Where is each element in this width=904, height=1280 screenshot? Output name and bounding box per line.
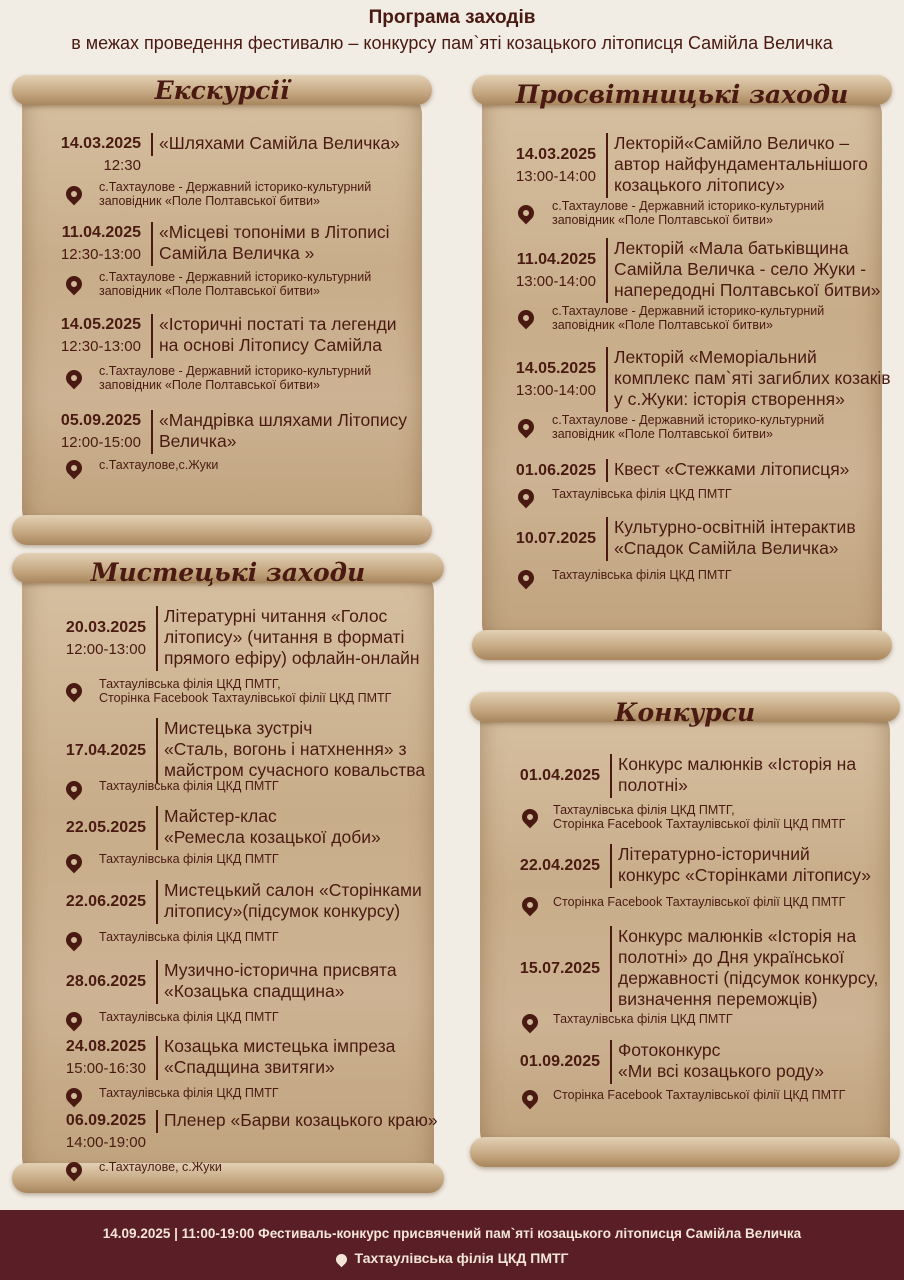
event-divider xyxy=(610,1040,612,1084)
event-divider xyxy=(156,806,158,850)
event-datetime xyxy=(66,1110,146,1154)
event-location-line: Тахтаулівська філія ЦКД ПМТГ, xyxy=(553,803,735,817)
event-title-line: козацького літопису» xyxy=(614,175,785,195)
event-location-line: с.Тахтаулове - Державний історико-культурний xyxy=(552,199,825,213)
event-date: 15.07.2025 xyxy=(519,960,600,977)
event-location-text xyxy=(99,1160,222,1174)
event-datetime xyxy=(66,740,146,762)
event-title-line: визначення переможців) xyxy=(618,989,818,1009)
event-title-line: «Козацька спадщина» xyxy=(164,981,345,1001)
event-location-text xyxy=(553,803,845,831)
section-title: Просвітницькі заходи xyxy=(515,80,849,109)
event-title-line: Конкурс малюнків «Історія на xyxy=(618,754,857,774)
event-date: 14.05.2025 xyxy=(60,316,141,333)
event-location-line: Сторінка Facebook Тахтаулівської філії ЦКД ПМТГ xyxy=(553,817,846,831)
event-location-text xyxy=(99,677,391,705)
festival-location: Тахтаулівська філія ЦКД ПМТГ xyxy=(354,1250,569,1266)
event-title-line: «Ремесла козацької доби» xyxy=(164,827,381,847)
event-location-text xyxy=(99,270,371,298)
event-title-line: Культурно-освітній інтерактив xyxy=(614,517,856,537)
event-date: 17.04.2025 xyxy=(65,741,146,759)
event-title xyxy=(614,517,856,559)
event-title-line: «Ми всі козацького роду» xyxy=(618,1061,824,1081)
section-title: Мистецькі заходи xyxy=(90,558,366,587)
event-location-line: Тахтаулівська філія ЦКД ПМТГ xyxy=(99,779,279,793)
event-datetime xyxy=(516,249,596,293)
event-title-line: Лекторій «Меморіальний xyxy=(614,347,817,367)
event-title-line: напередодні Полтавської битви» xyxy=(614,280,881,300)
event-date: 01.04.2025 xyxy=(519,767,600,784)
event-title xyxy=(164,1036,395,1078)
event-divider xyxy=(156,606,158,671)
event-datetime xyxy=(520,958,600,980)
event-datetime xyxy=(520,855,600,877)
event-date: 11.04.2025 xyxy=(516,250,596,268)
event-location-text xyxy=(552,199,824,227)
section-title: Конкурси xyxy=(614,698,756,727)
event-datetime xyxy=(520,1051,600,1073)
event-divider xyxy=(156,960,158,1004)
event-title-line: на основі Літопису Самійла xyxy=(159,335,382,355)
event-location-line: Тахтаулівська філія ЦКД ПМТГ xyxy=(99,1010,279,1024)
event-location-line: заповідник «Поле Полтавської битви» xyxy=(99,378,320,392)
event-location-text xyxy=(552,487,732,501)
event-title-line: літопису»(підсумок конкурсу) xyxy=(164,901,401,921)
event-divider xyxy=(156,880,158,924)
event-divider xyxy=(151,410,153,454)
event-time: 12:30-13:00 xyxy=(60,246,141,263)
page-title: Програма заходів xyxy=(368,7,536,28)
event-location-line: Сторінка Facebook Тахтаулівської філії ЦКД ПМТГ xyxy=(553,895,846,909)
event-datetime xyxy=(66,1036,146,1080)
event-datetime xyxy=(516,144,596,188)
event-date: 20.03.2025 xyxy=(65,618,146,636)
event-datetime xyxy=(61,314,141,358)
event-location-line: заповідник «Поле Полтавської битви» xyxy=(552,318,773,332)
event-title-line: Квест «Стежками літописця» xyxy=(614,459,850,479)
event-title-line: літопису» (читання в форматі xyxy=(164,627,405,647)
event-location-line: Тахтаулівська філія ЦКД ПМТГ xyxy=(553,1012,733,1026)
festival-date-line: 14.09.2025 | 11:00-19:00 Фестиваль-конкурс присвячений пам`яті козацького літописця Самійла Величка xyxy=(102,1226,802,1241)
event-location-line: Тахтаулівська філія ЦКД ПМТГ xyxy=(99,852,279,866)
event-title xyxy=(618,844,871,886)
event-datetime xyxy=(66,817,146,839)
event-title-line: «Спадок Самійла Величка» xyxy=(614,538,839,558)
event-time: 14:00-19:00 xyxy=(65,1134,146,1151)
event-location-line: Тахтаулівська філія ЦКД ПМТГ xyxy=(99,1086,279,1100)
event-title-line: прямого ефіру) офлайн-онлайн xyxy=(164,648,420,668)
event-title-line: «Сталь, вогонь і натхнення» з xyxy=(164,739,407,759)
event-title-line: «Шляхами Самійла Величка» xyxy=(159,133,400,153)
event-date: 14.03.2025 xyxy=(60,135,141,152)
event-date: 28.06.2025 xyxy=(65,973,146,990)
event-location-line: Тахтаулівська філія ЦКД ПМТГ xyxy=(99,930,279,944)
event-date: 22.05.2025 xyxy=(65,819,146,836)
event-location-line: заповідник «Поле Полтавської битви» xyxy=(99,284,320,298)
event-location-text xyxy=(99,364,371,392)
event-time: 12:30-13:00 xyxy=(60,338,141,355)
event-title-line: Самійла Величка » xyxy=(159,243,315,263)
event-location-text xyxy=(99,458,218,472)
event-divider xyxy=(606,133,608,198)
event-time: 13:00-14:00 xyxy=(515,381,596,399)
event-location-line: с.Тахтаулове - Державний історико-культурний xyxy=(99,180,372,194)
event-datetime xyxy=(516,460,596,482)
event-location-text xyxy=(553,1012,733,1026)
event-title-line: Майстер-клас xyxy=(164,806,277,826)
event-title xyxy=(164,718,425,781)
event-divider xyxy=(156,718,158,783)
event-title-line: «Мандрівка шляхами Літопису xyxy=(159,410,408,430)
event-location-text xyxy=(99,930,279,944)
event-location-text xyxy=(99,852,279,866)
event-title xyxy=(618,926,878,1010)
event-title-line: Лекторій «Мала батьківщина xyxy=(614,238,849,258)
event-datetime xyxy=(61,133,141,177)
event-title-line: автор найфундаментальнішого xyxy=(614,154,868,174)
event-location-line: заповідник «Поле Полтавської битви» xyxy=(552,427,773,441)
event-title-line: Козацька мистецька імпреза xyxy=(164,1036,396,1056)
event-location-line: заповідник «Поле Полтавської битви» xyxy=(99,194,320,208)
event-title-line: комплекс пам`яті загиблих козаків xyxy=(614,368,891,388)
event-datetime xyxy=(516,358,596,402)
event-title xyxy=(159,410,407,452)
event-title-line: полотні» xyxy=(618,775,688,795)
event-title-line: Літературно-історичний xyxy=(618,844,810,864)
event-title-line: Пленер «Барви козацького краю» xyxy=(164,1110,438,1130)
event-title-line: конкурс «Сторінками літопису» xyxy=(618,865,871,885)
event-divider xyxy=(606,517,608,561)
event-title-line: Літературні читання «Голос xyxy=(164,606,388,626)
event-title xyxy=(614,459,849,480)
event-location-text xyxy=(99,180,371,208)
event-title xyxy=(164,806,381,848)
event-divider xyxy=(606,459,608,482)
event-date: 14.03.2025 xyxy=(515,145,596,163)
event-location-line: заповідник «Поле Полтавської битви» xyxy=(552,213,773,227)
event-title-line: Конкурс малюнків «Історія на xyxy=(618,926,857,946)
event-datetime xyxy=(516,528,596,550)
event-location-line: с.Тахтаулове - Державний історико-культурний xyxy=(552,304,825,318)
event-location-line: Тахтаулівська філія ЦКД ПМТГ xyxy=(552,568,732,582)
event-location-line: Сторінка Facebook Тахтаулівської філії ЦКД ПМТГ xyxy=(99,691,392,705)
event-location-text xyxy=(99,1010,279,1024)
event-date: 06.09.2025 xyxy=(65,1112,146,1129)
event-divider xyxy=(156,1036,158,1080)
event-title xyxy=(164,606,420,669)
event-divider xyxy=(151,222,153,266)
event-divider xyxy=(610,754,612,798)
event-title-line: Мистецький салон «Сторінками xyxy=(164,880,422,900)
event-title xyxy=(618,754,856,796)
event-date: 01.06.2025 xyxy=(515,461,596,479)
event-divider xyxy=(156,1110,158,1133)
event-title-line: «Історичні постаті та легенди xyxy=(159,314,397,334)
event-title-line: майстром сучасного ковальства xyxy=(164,760,426,780)
festival-location-line xyxy=(0,1250,904,1266)
event-title-line: Фотоконкурс xyxy=(618,1040,721,1060)
event-title-line: Мистецька зустріч xyxy=(164,718,313,738)
page-header xyxy=(0,6,904,56)
event-location-text xyxy=(99,779,279,793)
event-location-text xyxy=(552,413,824,441)
event-title-line: «Місцеві топоніми в Літописі xyxy=(159,222,390,242)
event-datetime xyxy=(66,971,146,993)
event-datetime xyxy=(61,410,141,454)
event-date: 05.09.2025 xyxy=(60,412,141,429)
event-title xyxy=(618,1040,824,1082)
event-location-line: Тахтаулівська філія ЦКД ПМТГ, xyxy=(99,677,281,691)
festival-footer xyxy=(0,1210,904,1280)
event-divider xyxy=(151,314,153,358)
event-location-text xyxy=(552,304,824,332)
event-date: 22.06.2025 xyxy=(65,893,146,910)
event-location-line: Сторінка Facebook Тахтаулівської філії ЦКД ПМТГ xyxy=(553,1088,846,1102)
event-title-line: Самійла Величка - село Жуки - xyxy=(614,259,867,279)
event-divider xyxy=(606,238,608,303)
event-location-text xyxy=(553,1088,845,1102)
event-divider xyxy=(610,844,612,888)
event-title xyxy=(164,880,422,922)
event-date: 14.05.2025 xyxy=(515,359,596,377)
event-datetime xyxy=(61,222,141,266)
event-title xyxy=(614,238,880,301)
event-title xyxy=(614,347,891,410)
event-title xyxy=(159,222,390,264)
event-location-text xyxy=(99,1086,279,1100)
event-title-line: Музично-історична присвята xyxy=(164,960,397,980)
event-divider xyxy=(606,347,608,412)
event-time: 12:00-13:00 xyxy=(65,640,146,658)
event-date: 11.04.2025 xyxy=(61,224,141,241)
page-subtitle: в межах проведення фестивалю – конкурсу пам`яті козацького літописця Самійла Величка xyxy=(71,33,833,53)
event-date: 10.07.2025 xyxy=(515,530,596,547)
event-location-line: с.Тахтаулове - Державний історико-культурний xyxy=(99,270,372,284)
event-divider xyxy=(610,926,612,1012)
event-title xyxy=(159,314,397,356)
event-date: 22.04.2025 xyxy=(519,857,600,874)
event-title xyxy=(164,960,397,1002)
event-title-line: Лекторій«Самійло Величко – xyxy=(614,133,850,153)
event-time: 12:30 xyxy=(103,157,141,174)
event-location-line: с.Тахтаулове, с.Жуки xyxy=(99,1160,222,1174)
event-title-line: полотні» до Дня української xyxy=(618,947,845,967)
event-title-line: Величка» xyxy=(159,431,237,451)
event-time: 13:00-14:00 xyxy=(515,167,596,185)
event-datetime xyxy=(66,617,146,661)
event-title-line: у с.Жуки: історія створення» xyxy=(614,389,845,409)
event-location-text xyxy=(552,568,732,582)
event-title-line: державності (підсумок конкурсу, xyxy=(618,968,879,988)
location-pin-icon xyxy=(333,1252,349,1268)
section-title: Екскурсії xyxy=(154,76,290,105)
event-title xyxy=(159,133,400,154)
event-time: 12:00-15:00 xyxy=(60,434,141,451)
event-divider xyxy=(151,133,153,156)
event-date: 01.09.2025 xyxy=(519,1053,600,1070)
event-title-line: «Спадщина звитяги» xyxy=(164,1057,335,1077)
event-time: 13:00-14:00 xyxy=(515,272,596,290)
event-datetime xyxy=(520,765,600,787)
event-title xyxy=(614,133,868,196)
event-location-line: с.Тахтаулове,с.Жуки xyxy=(99,458,219,472)
event-datetime xyxy=(66,891,146,913)
event-date: 24.08.2025 xyxy=(65,1038,146,1055)
event-location-text xyxy=(553,895,845,909)
event-location-line: с.Тахтаулове - Державний історико-культурний xyxy=(552,413,825,427)
event-location-line: Тахтаулівська філія ЦКД ПМТГ xyxy=(552,487,732,501)
event-title xyxy=(164,1110,438,1131)
event-time: 15:00-16:30 xyxy=(65,1060,146,1077)
event-location-line: с.Тахтаулове - Державний історико-культурний xyxy=(99,364,372,378)
